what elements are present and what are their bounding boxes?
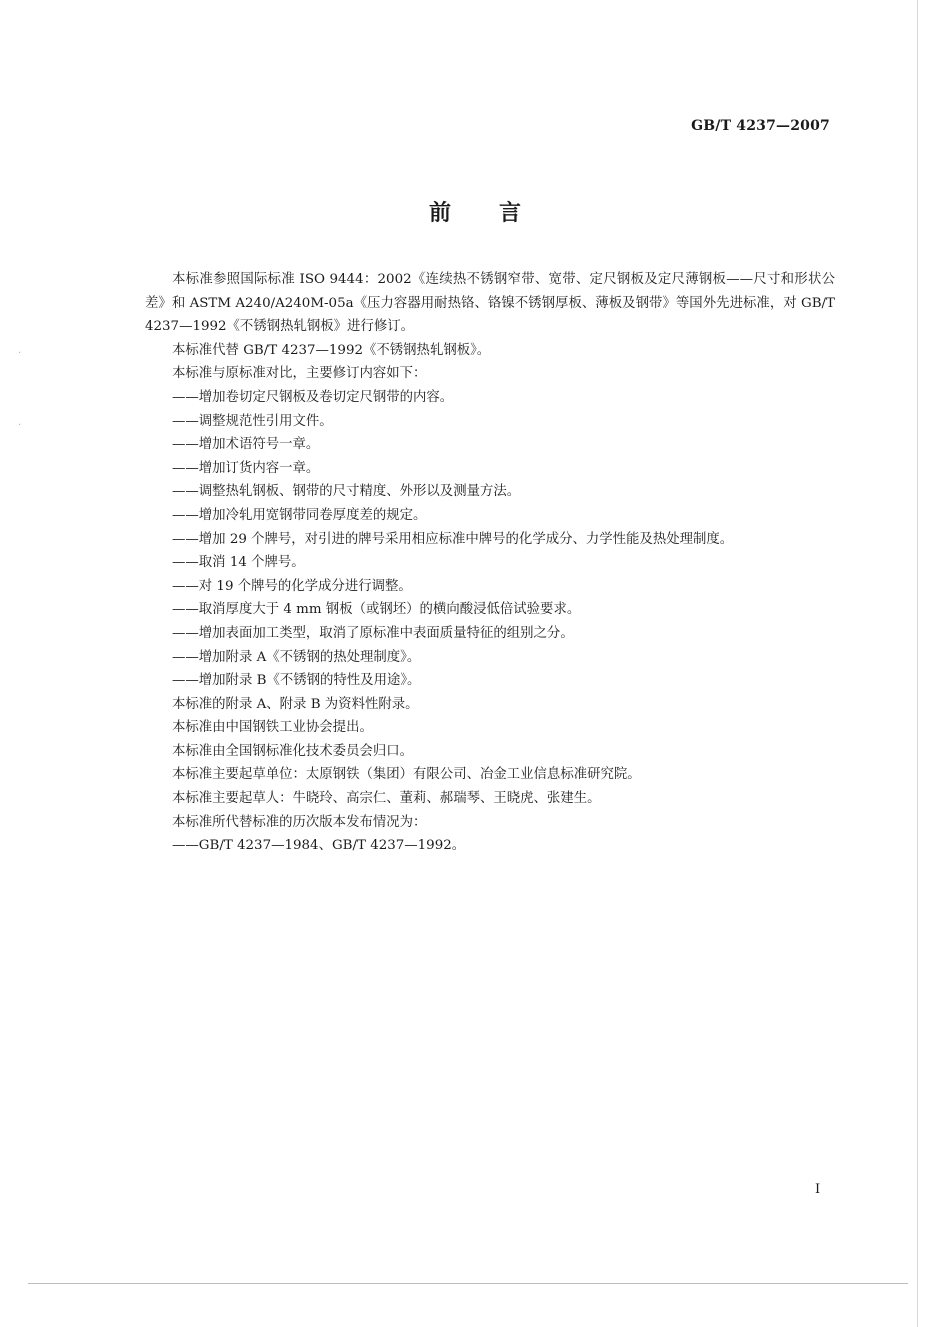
history-item: ——GB/T 4237—1984、GB/T 4237—1992。 xyxy=(172,838,466,854)
revision-item: ——增加表面加工类型，取消了原标准中表面质量特征的组别之分。 xyxy=(172,625,574,641)
paragraph-reference-standards: 本标准参照国际标准 ISO 9444：2002《连续热不锈钢窄带、宽带、定尺钢板及定尺薄钢板——尺寸和形状公差》和 ASTM A240/A240M-05a《压力容器用耐热铬、铬镍不锈钢厚板、薄板及钢带》等国外先进标准，对 GB/T 4237—1992《不锈钢热轧钢板》进行修订。 xyxy=(145,272,835,335)
scan-artifact-mark: · xyxy=(18,420,22,431)
scan-artifact-mark: · xyxy=(18,348,22,359)
revision-item: ——调整规范性引用文件。 xyxy=(172,413,333,429)
revision-item: ——取消厚度大于 4 mm 钢板（或钢坯）的横向酸浸低倍试验要求。 xyxy=(172,602,581,618)
revision-item: ——取消 14 个牌号。 xyxy=(172,555,305,571)
page-title: 前言 xyxy=(428,200,569,226)
revision-item: ——调整热轧钢板、钢带的尺寸精度、外形以及测量方法。 xyxy=(172,484,521,500)
paragraph-appendix-note: 本标准的附录 A、附录 B 为资料性附录。 xyxy=(172,696,419,712)
revision-item: ——增加 29 个牌号，对引进的牌号采用相应标准中牌号的化学成分、力学性能及热处理制度。 xyxy=(172,531,734,547)
paragraph-centralized-by: 本标准由全国钢标准化技术委员会归口。 xyxy=(172,743,414,759)
standard-number: GB/T 4237—2007 xyxy=(691,118,830,134)
revision-item: ——增加订货内容一章。 xyxy=(172,460,320,476)
revision-item: ——增加术语符号一章。 xyxy=(172,437,320,453)
revision-item: ——增加冷轧用宽钢带同卷厚度差的规定。 xyxy=(172,507,427,523)
revision-item: ——对 19 个牌号的化学成分进行调整。 xyxy=(172,578,412,594)
paragraph-history-intro: 本标准所代替标准的历次版本发布情况为： xyxy=(172,814,427,830)
paragraph-proposed-by: 本标准由中国钢铁工业协会提出。 xyxy=(172,720,373,736)
revision-item: ——增加卷切定尺钢板及卷切定尺钢带的内容。 xyxy=(172,389,454,405)
paragraph-drafters: 本标准主要起草人：牛晓玲、高宗仁、董莉、郝瑞琴、王晓虎、张建生。 xyxy=(172,791,601,807)
foreword-body xyxy=(145,268,835,858)
paragraph-revisions-intro: 本标准与原标准对比，主要修订内容如下： xyxy=(172,366,427,382)
revision-item: ——增加附录 B《不锈钢的特性及用途》。 xyxy=(172,673,421,689)
paragraph-drafting-units: 本标准主要起草单位：太原钢铁（集团）有限公司、冶金工业信息标准研究院。 xyxy=(172,767,641,783)
page-number: I xyxy=(815,1182,821,1197)
revision-item: ——增加附录 A《不锈钢的热处理制度》。 xyxy=(172,649,421,665)
bottom-rule xyxy=(28,1283,908,1284)
paragraph-replaces: 本标准代替 GB/T 4237—1992《不锈钢热轧钢板》。 xyxy=(172,342,491,358)
